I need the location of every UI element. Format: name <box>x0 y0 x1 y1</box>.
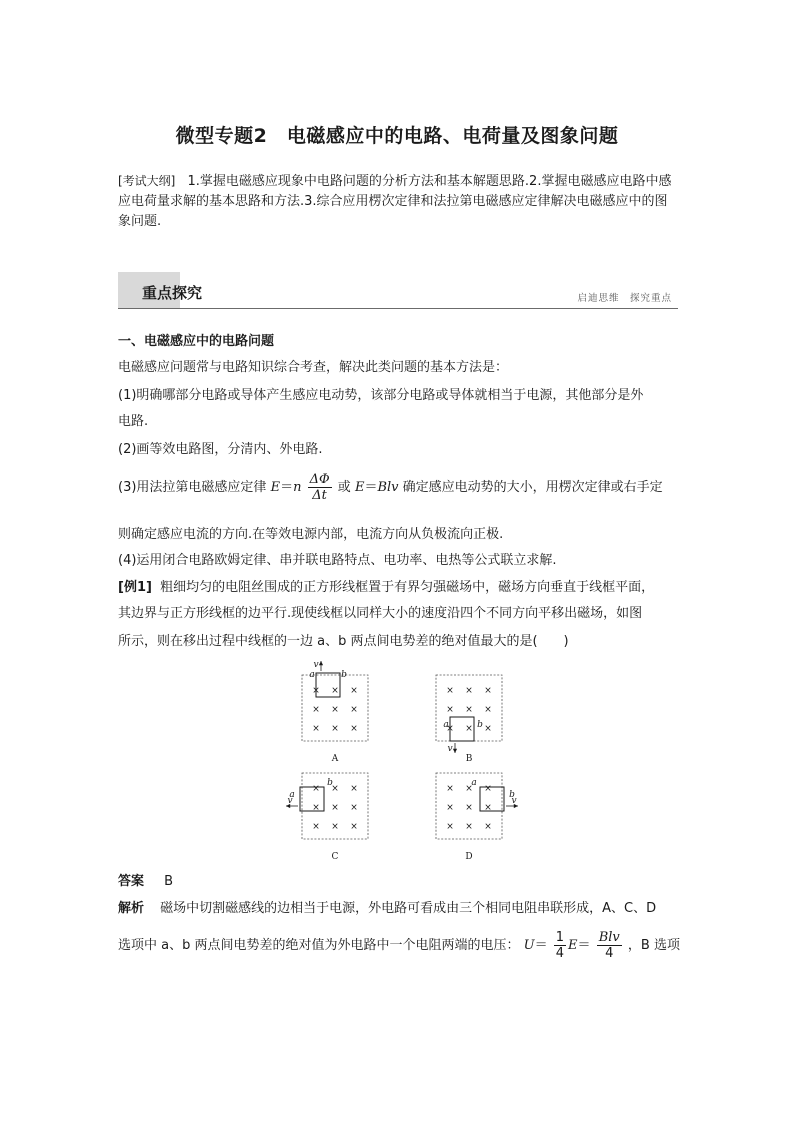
outline-label: [考试大纲] <box>118 174 176 188</box>
field-mark: × <box>312 803 320 813</box>
point-a-label: a <box>443 720 449 730</box>
field-mark: × <box>350 705 358 715</box>
field-mark: × <box>465 686 473 696</box>
field-mark: × <box>350 822 358 832</box>
field-mark: × <box>484 822 492 832</box>
analysis-line-2 <box>118 930 680 961</box>
emf-symbol-2: E <box>354 480 365 495</box>
velocity-label: v <box>511 796 517 806</box>
analysis-text-2-end: ，B 选项 <box>627 938 680 953</box>
field-mark: × <box>484 784 492 794</box>
flux-rate-fraction <box>308 472 332 503</box>
arrow-head <box>319 661 323 665</box>
field-mark: × <box>484 803 492 813</box>
field-mark: × <box>465 784 473 794</box>
point-a-label: a <box>289 790 295 800</box>
part1-step4: (4)运用闭合电路欧姆定律、串并联电路特点、电功率、电热等公式联立求解. <box>118 553 557 568</box>
step3-prefix: (3)用法拉第电磁感应定律 <box>118 480 267 495</box>
emf-symbol-3: E <box>568 938 578 953</box>
field-mark: × <box>312 686 320 696</box>
blv-formula: Blv <box>377 480 399 495</box>
field-mark: × <box>331 822 339 832</box>
example-figures <box>270 655 540 865</box>
field-mark: × <box>331 784 339 794</box>
field-mark: × <box>331 686 339 696</box>
quarter-denominator: 4 <box>555 946 565 961</box>
example-label: [例1] <box>118 580 152 595</box>
field-mark: × <box>331 724 339 734</box>
field-mark: × <box>350 784 358 794</box>
blv-denominator: 4 <box>605 946 614 961</box>
equals-sign-4: ＝ <box>577 938 591 953</box>
figure-c <box>286 773 368 862</box>
answer-value: B <box>164 874 174 889</box>
point-b-label: b <box>327 778 333 788</box>
analysis-line-1 <box>118 899 656 919</box>
field-mark: × <box>465 724 473 734</box>
page-title: 微型专题2 电磁感应中的电路、电荷量及图象问题 <box>175 125 619 147</box>
part1-step2: (2)画等效电路图，分清内、外电路. <box>118 442 323 457</box>
part1-step3-cont: 则确定感应电流的方向.在等效电源内部，电流方向从负极流向正极. <box>118 527 504 542</box>
arrow-head <box>453 749 457 753</box>
example-line-2: 其边界与正方形线框的边平行.现使线框以同样大小的速度沿四个不同方向平移出磁场，如图 <box>118 606 643 621</box>
quarter-fraction <box>554 930 566 961</box>
example-text-1: 粗细均匀的电阻丝围成的正方形线框置于有界匀强磁场中，磁场方向垂直于线框平面， <box>160 580 655 595</box>
part1-step1: (1)明确哪部分电路或导体产生感应电动势，该部分电路或导体就相当于电源，其他部分是外 <box>118 388 644 403</box>
analysis-label: 解析 <box>118 901 145 916</box>
field-mark: × <box>312 724 320 734</box>
answer-line <box>118 872 173 892</box>
analysis-text-1: 磁场中切割磁感线的边相当于电源，外电路可看成由三个相同电阻串联形成，A、C、D <box>160 901 657 916</box>
field-mark: × <box>446 803 454 813</box>
field-mark: × <box>312 705 320 715</box>
figure-d <box>436 773 518 862</box>
field-mark: × <box>484 686 492 696</box>
answer-label: 答案 <box>118 874 145 889</box>
field-mark: × <box>465 822 473 832</box>
field-mark: × <box>465 705 473 715</box>
field-mark: × <box>465 803 473 813</box>
figure-caption: B <box>465 754 473 764</box>
field-mark: × <box>312 822 320 832</box>
turns-symbol: n <box>293 480 302 495</box>
equals-sign: ＝ <box>280 480 294 495</box>
figure-b <box>436 675 502 764</box>
exam-outline <box>118 171 678 232</box>
field-mark: × <box>446 784 454 794</box>
velocity-label: v <box>287 796 293 806</box>
outline-text: 1.掌握电磁感应现象中电路问题的分析方法和基本解题思路.2.掌握电磁感应电路中感应电荷量求解的基本思路和方法.3.综合应用楞次定律和法拉第电磁感应定律解决电磁感应中的图象问题. <box>118 174 672 229</box>
point-b-label: b <box>341 670 347 680</box>
part1-step3 <box>118 472 663 503</box>
quarter-numerator: 1 <box>555 930 565 945</box>
field-mark: × <box>312 784 320 794</box>
fraction-denominator: Δt <box>312 488 327 503</box>
part1-step1-cont: 电路. <box>118 414 149 429</box>
point-b-label: b <box>477 720 483 730</box>
blv-numerator: Blv <box>598 930 620 945</box>
field-mark: × <box>331 705 339 715</box>
field-mark: × <box>446 724 454 734</box>
field-mark: × <box>350 686 358 696</box>
equals-sign-2: ＝ <box>364 480 378 495</box>
or-word: 或 <box>337 480 351 495</box>
example-line-1 <box>118 578 654 598</box>
fraction-numerator: ΔΦ <box>309 472 330 487</box>
voltage-symbol: U <box>523 938 535 953</box>
velocity-label: v <box>313 660 319 670</box>
figure-a <box>302 660 368 764</box>
part1-heading: 一、电磁感应中的电路问题 <box>118 334 275 349</box>
figure-caption: D <box>465 852 473 862</box>
section-header <box>118 272 678 309</box>
figure-caption: A <box>331 754 339 764</box>
field-mark: × <box>350 803 358 813</box>
field-mark: × <box>446 705 454 715</box>
velocity-label: v <box>447 744 453 754</box>
field-mark: × <box>446 822 454 832</box>
equals-sign-3: ＝ <box>534 938 548 953</box>
section-title: 重点探究 <box>142 284 203 302</box>
step3-suffix: 确定感应电动势的大小，用楞次定律或右手定 <box>402 480 663 495</box>
point-a-label: a <box>309 670 315 680</box>
field-mark: × <box>484 705 492 715</box>
part1-intro: 电磁感应问题常与电路知识综合考查，解决此类问题的基本方法是： <box>118 360 509 375</box>
field-mark: × <box>484 724 492 734</box>
point-a-label: a <box>471 778 477 788</box>
emf-symbol: E <box>270 480 281 495</box>
blv-quarter-fraction <box>597 930 622 961</box>
section-tag: 启迪思维 探究重点 <box>577 293 672 304</box>
figure-caption: C <box>331 852 339 862</box>
field-mark: × <box>446 686 454 696</box>
example-line-3: 所示，则在移出过程中线框的一边 a、b 两点间电势差的绝对值最大的是( ) <box>118 634 569 649</box>
analysis-text-2: 选项中 a、b 两点间电势差的绝对值为外电路中一个电阻两端的电压： <box>118 938 520 953</box>
field-mark: × <box>331 803 339 813</box>
point-b-label: b <box>509 790 515 800</box>
field-mark: × <box>350 724 358 734</box>
